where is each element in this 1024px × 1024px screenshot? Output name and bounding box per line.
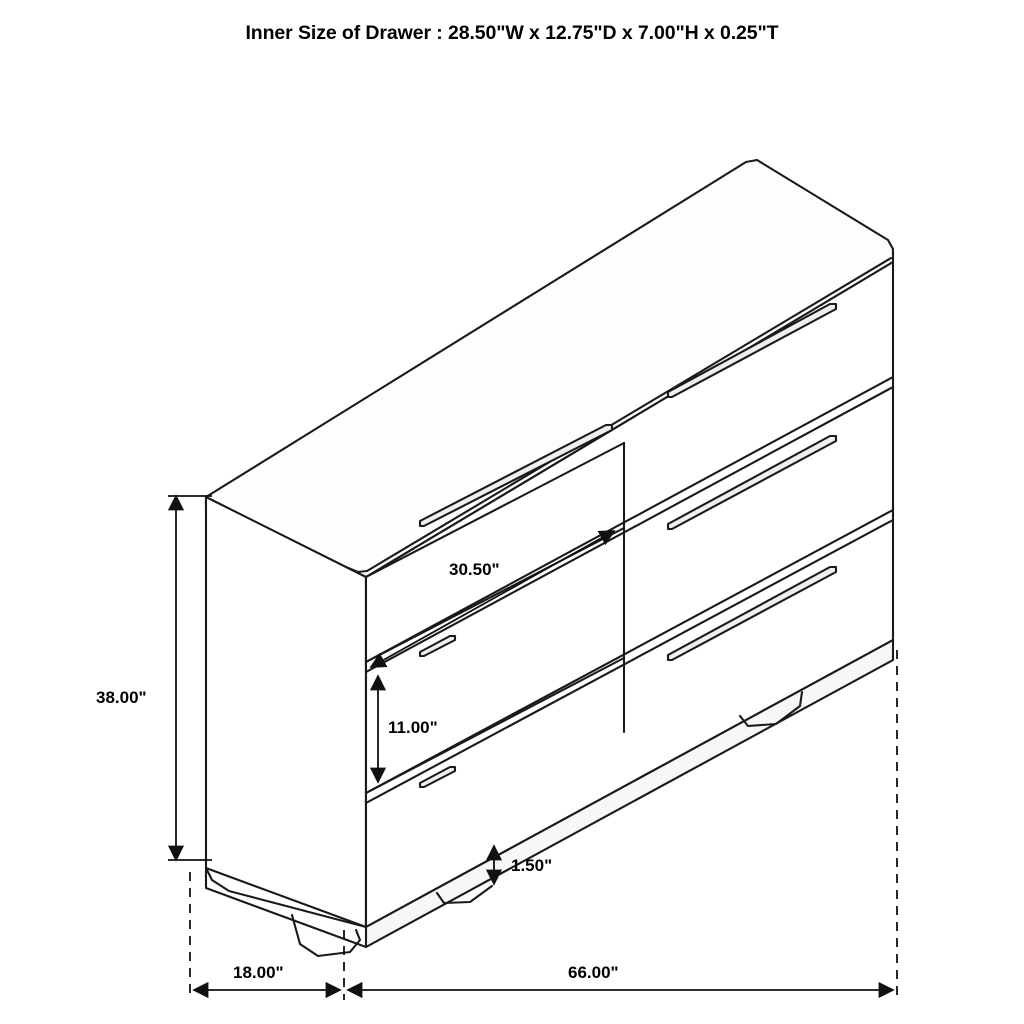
overall-width-label: 66.00": [568, 963, 619, 982]
drawer-front-width-label: 30.50": [449, 560, 500, 579]
overall-depth-label: 18.00": [233, 963, 284, 982]
dresser-body: [206, 160, 893, 956]
base-clearance-label: 1.50": [511, 856, 553, 875]
overall-height-label: 38.00": [96, 688, 147, 707]
drawer-front-height-label: 11.00": [388, 718, 438, 737]
page-title: Inner Size of Drawer : 28.50"W x 12.75"D x 7.00"H x 0.25"T: [245, 22, 779, 44]
